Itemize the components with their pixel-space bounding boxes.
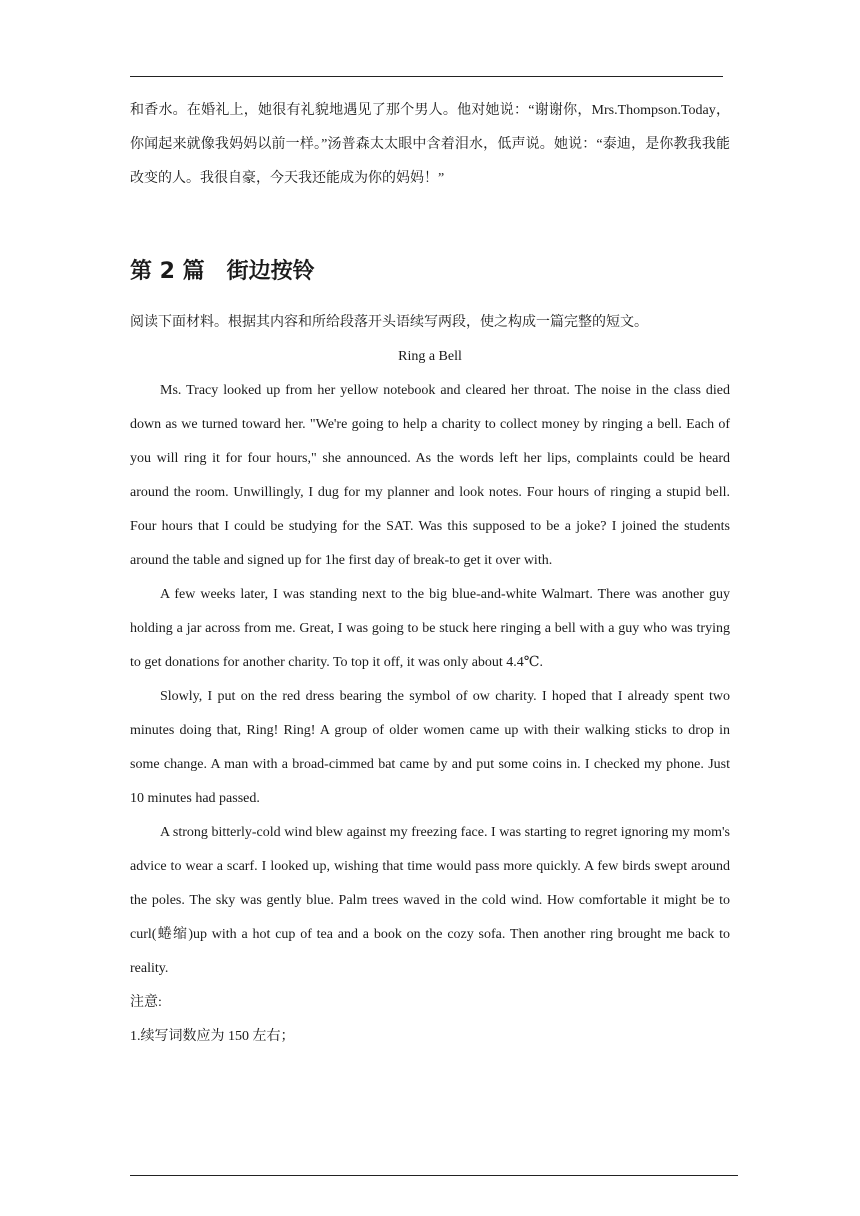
- story-paragraph: Slowly, I put on the red dress bearing the symbol of ow charity. I hoped that I already spent two minutes doing that, Ring! Ring! A group of older women came up with their walking sticks to drop in some change. A man with a broad-cimmed bat came by and put some coins in. I checked my phone. Just 10 minutes had passed.: [130, 689, 730, 806]
- story-paragraph: A strong bitterly-cold wind blew against my freezing face. I was starting to regret ignoring my mom's advice to wear a scarf. I looked up, wishing that time would pass more quickly. A few birds swept around the poles. The sky was gently blue. Palm trees waved in the cold wind. How comfortable it might be to curl(蜷缩)up with a hot cup of tea and a book on the cozy sofa. Then another ring brought me back to reality.: [130, 825, 730, 976]
- previous-story-ending: 和香水。在婚礼上，她很有礼貌地遇见了那个男人。他对她说：“谢谢你，Mrs.Thompson.Today，你闻起来就像我妈妈以前一样。”汤普森太太眼中含着泪水，低声说。她说：“泰迪，是你教我我能改变的人。我很自豪，今天我还能成为你的妈妈！”: [130, 103, 730, 186]
- story-title: Ring a Bell: [398, 349, 462, 364]
- story-paragraph: Ms. Tracy looked up from her yellow notebook and cleared her throat. The noise in the class died down as we turned toward her. "We're going to help a charity to collect money by ringing a bell. Each of you will ring it for four hours," she announced. As the words left her lips, complaints could be heard around the room. Unwillingly, I dug for my planner and look notes. Four hours of ringing a stupid bell. Four hours that I could be studying for the SAT. Was this supposed to be a joke? I joined the students around the table and signed up for 1he first day of break-to get it over with.: [130, 383, 730, 568]
- note-item: 1.续写词数应为 150 左右；: [130, 1029, 295, 1044]
- section-heading: [130, 252, 730, 292]
- footer-rule: [130, 1175, 738, 1176]
- document-page: [130, 94, 730, 1054]
- task-instruction: 阅读下面材料。根据其内容和所给段落开头语续写两段，使之构成一篇完整的短文。: [130, 315, 648, 330]
- section-title: 街边按铃: [226, 259, 315, 284]
- notes-label: 注意:: [130, 995, 162, 1010]
- section-number: 第 2 篇: [130, 259, 205, 284]
- header-rule: [130, 76, 723, 77]
- story-paragraph: A few weeks later, I was standing next to the big blue-and-white Walmart. There was another guy holding a jar across from me. Great, I was going to be stuck here ringing a bell with a guy who was trying to get donations for another charity. To top it off, it was only about 4.4℃.: [130, 587, 730, 670]
